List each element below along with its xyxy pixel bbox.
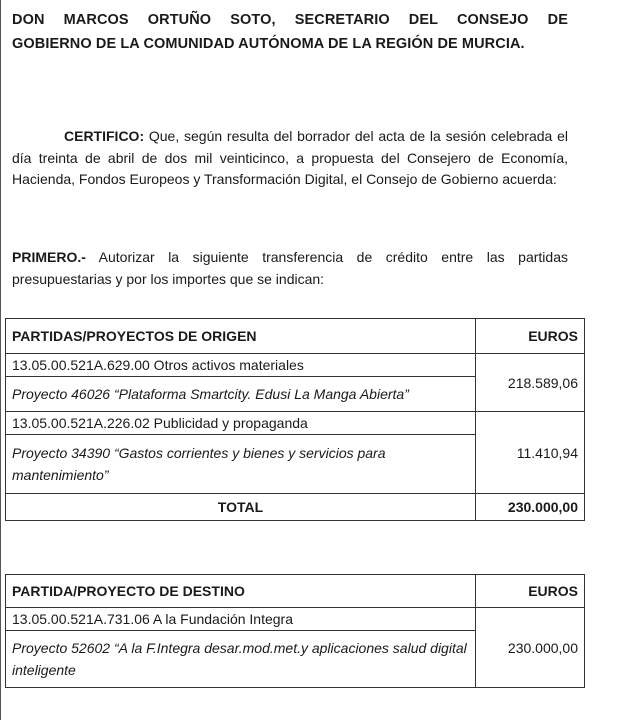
destination-table bbox=[5, 574, 585, 688]
origin-total-amount: 230.000,00 bbox=[475, 494, 584, 521]
destination-row-1-item bbox=[6, 608, 585, 631]
origin-header-amount: EUROS bbox=[475, 319, 584, 354]
primero-paragraph bbox=[12, 247, 568, 290]
certifico-lead: CERTIFICO: bbox=[64, 128, 145, 144]
origin-header-main: PARTIDAS/PROYECTOS DE ORIGEN bbox=[6, 319, 476, 354]
primero-text: Autorizar la siguiente transferencia de crédito entre las partidas presupuestarias y por los importes que se indican: bbox=[12, 249, 568, 287]
primero-lead: PRIMERO.- bbox=[12, 249, 86, 265]
header-line-1: DON MARCOS ORTUÑO SOTO, SECRETARIO DEL CONSEJO DE bbox=[12, 12, 568, 28]
origin-project-2: Proyecto 34390 “Gastos corrientes y bienes y servicios para mantenimiento” bbox=[6, 435, 476, 494]
certifico-paragraph bbox=[12, 126, 568, 191]
destination-header-main: PARTIDA/PROYECTO DE DESTINO bbox=[6, 575, 476, 608]
origin-total-label: TOTAL bbox=[6, 494, 476, 521]
origin-amount-1: 218.589,06 bbox=[475, 354, 584, 412]
origin-row-2-item bbox=[6, 412, 585, 435]
origin-row-1-item bbox=[6, 354, 585, 377]
origin-amount-2: 11.410,94 bbox=[475, 412, 584, 494]
destination-project-1: Proyecto 52602 “A la F.Integra desar.mod.met.y aplicaciones salud digital inteligente bbox=[6, 631, 476, 688]
destination-header-row bbox=[6, 575, 585, 608]
origin-item-1: 13.05.00.521A.629.00 Otros activos materiales bbox=[6, 354, 476, 377]
origin-item-2: 13.05.00.521A.226.02 Publicidad y propaganda bbox=[6, 412, 476, 435]
destination-header-amount: EUROS bbox=[475, 575, 584, 608]
destination-amount-1: 230.000,00 bbox=[475, 608, 584, 688]
document-header bbox=[12, 8, 568, 56]
destination-item-1: 13.05.00.521A.731.06 A la Fundación Integra bbox=[6, 608, 476, 631]
header-line-2: GOBIERNO DE LA COMUNIDAD AUTÓNOMA DE LA REGIÓN DE MURCIA. bbox=[12, 36, 525, 52]
origin-table bbox=[5, 318, 585, 521]
origin-total-row bbox=[6, 494, 585, 521]
certifico-text: Que, según resulta del borrador del acta de la sesión celebrada el día treinta de abril de dos mil veinticinco, a propuesta del Consejero de Economía, Hacienda, Fondos Europeos y Transformación Digital, el Consejo de Gobierno acuerda: bbox=[12, 128, 568, 187]
page-left-border bbox=[0, 0, 1, 720]
origin-header-row bbox=[6, 319, 585, 354]
origin-project-1: Proyecto 46026 “Plataforma Smartcity. Edusi La Manga Abierta” bbox=[6, 377, 476, 412]
